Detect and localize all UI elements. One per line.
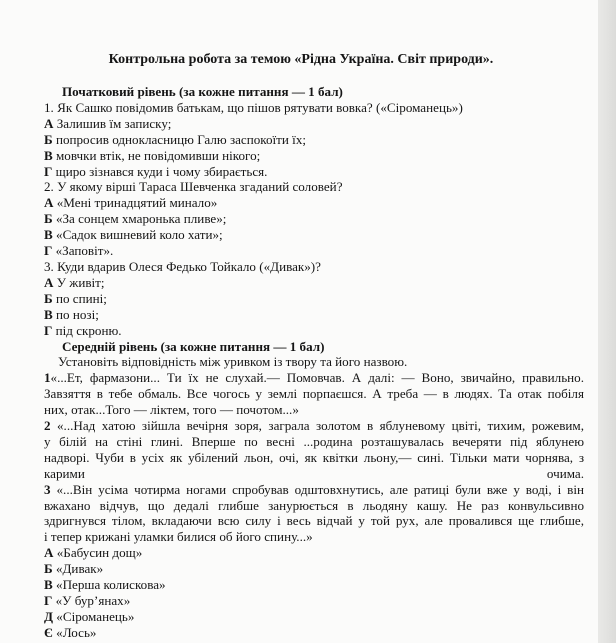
answer-option: В мовчки втік, не повідомивши нікого; xyxy=(44,147,261,163)
answer-option: В по нозі; xyxy=(44,306,99,322)
excerpt-2-line-1: 2 «...Над хатою зійшла вечірня зоря, заграла золотом в яблуневому цвіті, тихим, рожевим, xyxy=(44,418,584,434)
question-2: 2. У якому вірші Тараса Шевченка згаданий соловей? xyxy=(44,179,343,195)
excerpt-3-line-3: здригнувся тілом, вкладаючи всю силу і весь відчай у той рух, але провалився ще глибше, xyxy=(44,513,584,529)
answer-option: Г «Заповіт». xyxy=(44,243,114,259)
excerpt-2-line-2: у білій на стіні глині. Вперше по весні ...родина розташувалась вечеряти під яблунею xyxy=(44,433,584,449)
match-option: Г «У бур’янах» xyxy=(44,593,131,608)
match-option: А «Бабусин дощ» xyxy=(44,545,143,561)
answer-option: А «Мені тринадцятий минало» xyxy=(44,195,218,211)
answer-option: В «Садок вишневий коло хати»; xyxy=(44,227,223,243)
match-option: Д «Сіроманець» xyxy=(44,608,135,624)
match-option: В «Перша колискова» xyxy=(44,577,166,593)
excerpt-3-line-1: 3 «...Він усіма чотирма ногами спробував одштовхнутись, але ратиці були вже у воді, і він xyxy=(44,481,584,497)
question-1: 1. Як Сашко повідомив батькам, що пішов рятувати вовка? («Сіроманець») xyxy=(44,99,463,115)
excerpt-1-line-1: 1«...Ет, фармазони... Ти їх не слухай.— Помовчав. А далі: — Воно, звичайно, правильно. xyxy=(44,370,584,386)
answer-option: Б попросив однокласницю Галю заспокоїти їх; xyxy=(44,131,307,147)
answer-option: Б «За сонцем хмаронька пливе»; xyxy=(44,211,227,227)
excerpt-2-line-4: карими очима. xyxy=(44,465,584,481)
test-content xyxy=(44,84,584,641)
instruction: Установіть відповідність між уривком із твору та його назвою. xyxy=(58,354,408,370)
section-heading-beginner: Початковий рівень (за кожне питання — 1 бал) xyxy=(62,84,343,99)
section-heading-intermediate: Середній рівень (за кожне питання — 1 бал) xyxy=(62,338,325,354)
match-option: Б «Дивак» xyxy=(44,561,104,577)
excerpt-2-line-3: надворі. Чуби в усіх як убілений льон, очі, як квітки льону,— сині. Тільки мати чорнява, з xyxy=(44,449,584,465)
excerpt-3-line-4: і тепер крижані уламки билися об його спину...» xyxy=(44,529,313,545)
page-edge-shadow xyxy=(598,0,616,643)
excerpt-1-line-2: Завзяття в тебе обмаль. Все чогось у землі порпаєшся. А треба — в людях. Та отак побіля xyxy=(44,386,584,402)
answer-option: Б по спині; xyxy=(44,290,107,306)
answer-option: Г щиро зізнався куди і чому збирається. xyxy=(44,163,268,179)
question-3: 3. Куди вдарив Олеся Федько Тойкало («Дивак»)? xyxy=(44,258,321,274)
match-option: Є «Лось» xyxy=(44,624,97,640)
document-title: Контрольна робота за темою «Рідна Україна. Світ природи». xyxy=(108,52,494,67)
excerpt-1-line-3: них, отак...Того — ліктем, того — почотом...» xyxy=(44,402,299,418)
excerpt-3-line-2: вжахано відчув, що дедалі глибше занурюється в льодяну кашу. Не раз конвульсивно xyxy=(44,497,584,513)
answer-option: А Залишив їм записку; xyxy=(44,115,172,131)
answer-option: Г під скроню. xyxy=(44,322,122,338)
answer-option: А У живіт; xyxy=(44,274,105,290)
